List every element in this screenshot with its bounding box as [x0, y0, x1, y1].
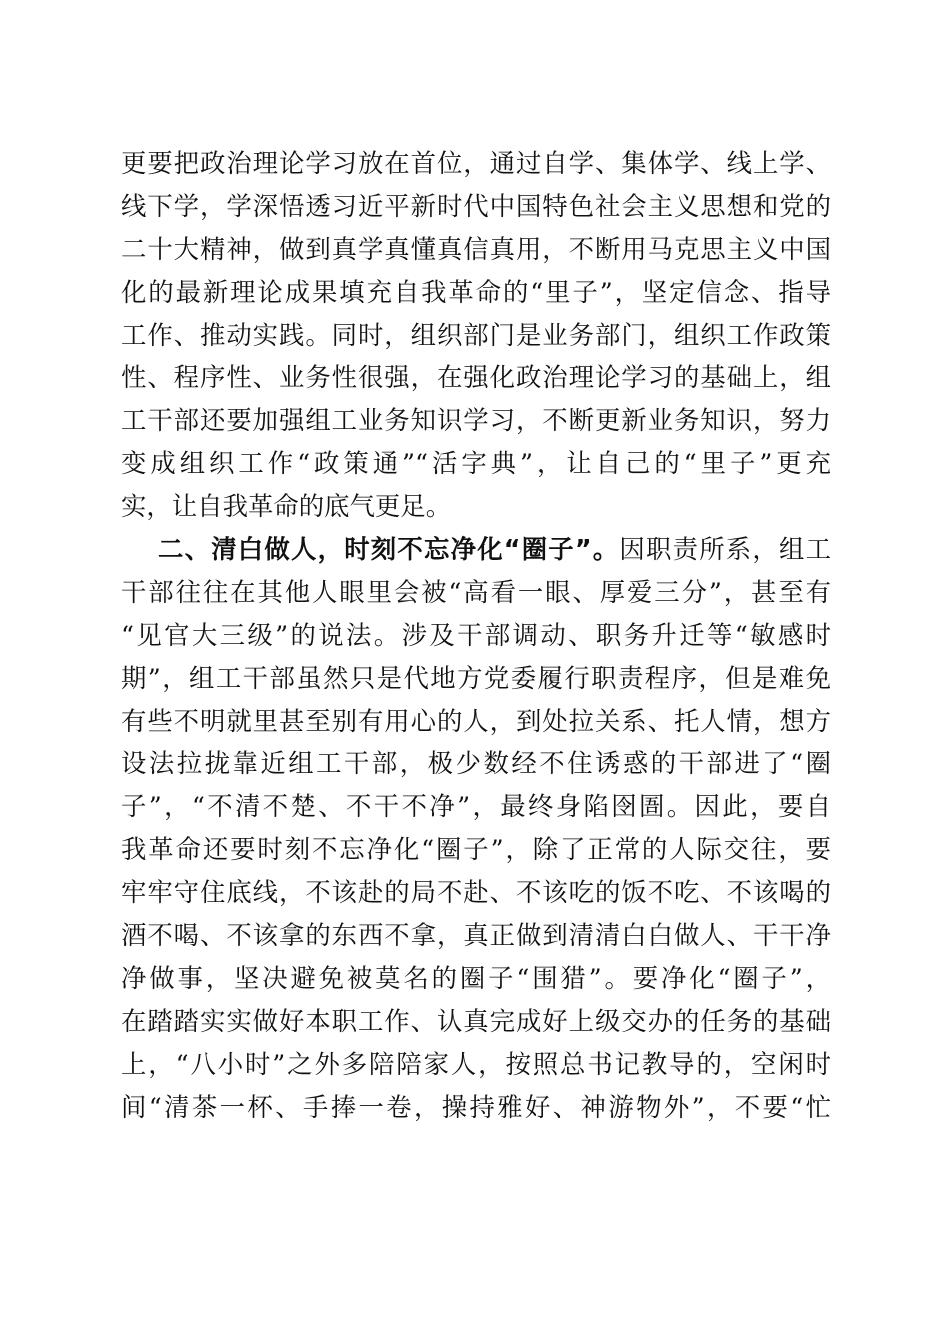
text-line: 性、程序性、业务性很强，在强化政治理论学习的基础上，组: [121, 362, 831, 393]
text-line: 酒不喝、不该拿的东西不拿，真正做到清清白白做人、干干净: [121, 920, 831, 951]
text-line: 线下学，学深悟透习近平新时代中国特色社会主义思想和党的: [121, 190, 831, 221]
heading-line-rest: 因职责所系，组工: [619, 534, 831, 565]
text-line: 上，“八小时”之外多陪陪家人，按照总书记教导的，空闲时: [121, 1048, 831, 1079]
text-line: 干部往往在其他人眼里会被“高看一眼、厚爱三分”，甚至有: [121, 576, 831, 607]
text-line: 更要把政治理论学习放在首位，通过自学、集体学、线上学、: [121, 148, 831, 178]
paragraph-2: [121, 528, 831, 1128]
body-text: [121, 142, 831, 1128]
heading-line: [121, 528, 831, 571]
text-line: 设法拉拢靠近组工干部，极少数经不住诱惑的干部进了“圈: [121, 748, 831, 779]
text-line: 变成组织工作“政策通”“活字典”，让自己的“里子”更充: [121, 448, 831, 479]
text-line: 工干部还要加强组工业务知识学习，不断更新业务知识，努力: [121, 405, 831, 436]
text-line: 实，让自我革命的底气更足。: [121, 491, 452, 522]
text-line: 我革命还要时刻不忘净化“圈子”，除了正常的人际交往，要: [121, 834, 831, 865]
text-line: 二十大精神，做到真学真懂真信真用，不断用马克思主义中国: [121, 233, 831, 264]
text-line: 牢牢守住底线，不该赴的局不赴、不该吃的饭不吃、不该喝的: [121, 877, 831, 908]
section-heading: 二、清白做人，时刻不忘净化“圈子”。: [158, 534, 620, 565]
text-line: 期”，组工干部虽然只是代地方党委履行职责程序，但是难免: [121, 662, 831, 693]
text-line: 间“清茶一杯、手捧一卷，操持雅好、神游物外”，不要“忙: [121, 1091, 831, 1122]
paragraph-1: [121, 142, 831, 528]
text-line: “见官大三级”的说法。涉及干部调动、职务升迁等“敏感时: [121, 619, 831, 650]
text-line: 化的最新理论成果填充自我革命的“里子”，坚定信念、指导: [121, 276, 831, 307]
text-line: 净做事，坚决避免被莫名的圈子“围猎”。要净化“圈子”，: [121, 962, 831, 993]
text-line: 有些不明就里甚至别有用心的人，到处拉关系、托人情，想方: [121, 705, 831, 736]
text-line: 工作、推动实践。同时，组织部门是业务部门，组织工作政策: [121, 319, 831, 350]
text-line: 子”，“不清不楚、不干不净”，最终身陷囹圄。因此，要自: [121, 791, 831, 822]
text-line: 在踏踏实实做好本职工作、认真完成好上级交办的任务的基础: [121, 1005, 831, 1036]
